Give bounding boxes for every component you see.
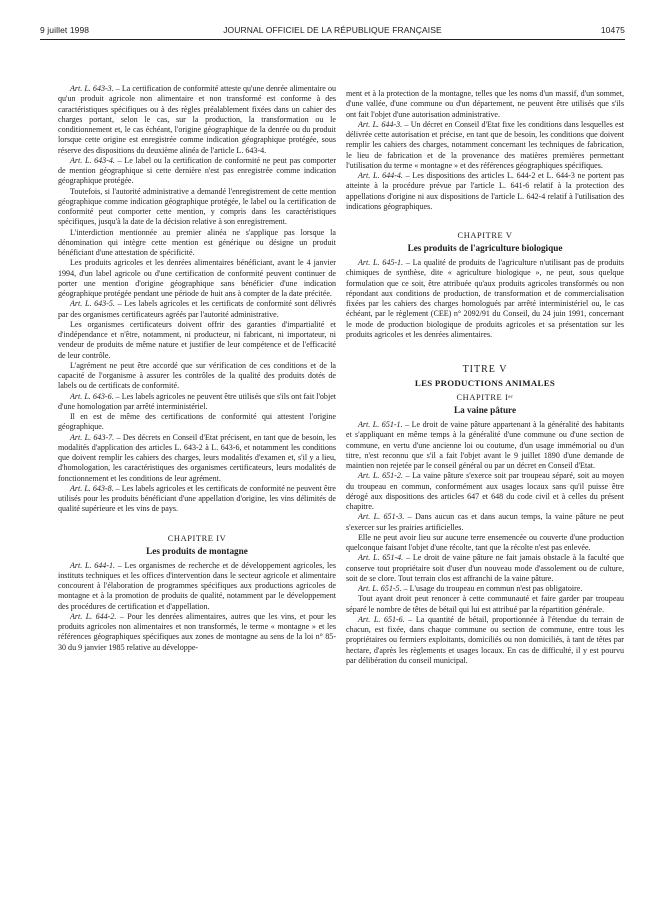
- paragraph: Les produits agricoles et les denrées alimentaires bénéficiant, avant le 4 janvier 1994, d'un label agricole ou d'une certification de conformité peuvent continuer de porter une mention d'origine géographique sans bénéficier d'une indication géographique protégée pendant une période de huit ans à compter de la date précitée.: [58, 258, 336, 298]
- section-heading: Les produits de montagne: [146, 545, 248, 556]
- article-text: – La qualité de produits de l'agriculture n'utilisant pas de produits chimiques de synthèse, dite « agriculture biologique », ne peut, sous quelque formulation que ce soit, être attribuée qu'aux produits agricoles transformés ou non répondant aux conditions de production, de transformation et de commercialisation fixées par les cahiers des charges homologués par arrêté interministériel ou, le cas échéant, par le règlement (CEE) n° 2092/91 du Conseil, du 24 juin 1991, concernant le mode de production biologique de produits agricoles et sa présentation sur les produits agricoles et les denrées alimentaires.: [346, 258, 624, 339]
- article-text: – La certification de conformité atteste qu'une denrée alimentaire ou qu'un produit agricole non alimentaire et non transformé est conforme à des caractéristiques spécifiques ou à des règles préalablement fixées dans un cahier des charges portant, selon le cas, sur la production, la transformation ou le conditionnement et, le cas échéant, l'origine géographique de la denrée ou du produit lorsque cette origine est enregistrée comme indication géographique protégée, sous réserve des dispositions du deuxième alinéa de l'article L. 643-4.: [58, 84, 336, 155]
- article-l643-6: [58, 392, 336, 413]
- article-l643-8: [58, 484, 336, 515]
- article-ref: Art. L. 643-6.: [70, 391, 114, 401]
- article-text: – Les labels agricoles et les certificats de conformité sont délivrés par des organismes certificateurs agréés par l'autorité administrative.: [58, 299, 337, 319]
- article-text: – Des décrets en Conseil d'Etat précisent, en tant que de besoin, les modalités d'application des articles L. 643-2 à L. 643-6, et notamment les conditions que doivent remplir les cahiers des charges, leurs modalités d'examen et, s'il y a lieu, d'homologation, les caractéristiques des organismes certificateurs, leurs modalités de fonctionnement et les conditions de leur agrément.: [58, 432, 337, 483]
- article-l644-3: [346, 120, 624, 171]
- article-ref: Art. L. 644-2.: [70, 611, 117, 621]
- paragraph: Il en est de même des certifications de conformité qui attestent l'origine géographique.: [58, 412, 336, 432]
- article-text: – Les organismes de recherche et de développement agricoles, les instituts techniques et les offices d'intervention dans le secteur agricole et alimentaire concourent à l'élaboration de programmes spécifiques aux productions agricoles de montagne et à la promotion de produits de qualité, notamment par le développement des procédures de certification et d'appellation.: [58, 560, 336, 611]
- article-l651-3: [346, 512, 624, 533]
- article-text: – Les labels agricoles et les certificats de conformité ne peuvent être utilisés pour les produits bénéficiant d'une appellation d'origine, les vins délimités de qualité supérieure et les vins de pays.: [58, 483, 336, 514]
- paragraph: Les organismes certificateurs doivent offrir des garanties d'impartialité et d'indépendance et n'être, notamment, ni producteur, ni fabricant, ni importateur, ni vendeur de produits de même nature et justifier de leur compétence et de l'efficacité de leur contrôle.: [58, 319, 336, 360]
- article-text: – Pour les denrées alimentaires, autres que les vins, et pour les produits agricoles non alimentaires et non transformés, le terme « montagne » et les références géographiques spécifiques aux zones de montagne au sens de la loi n° 85-30 du 9 janvier 1985 relative au développe-: [58, 611, 337, 652]
- paragraph: L'agrément ne peut être accordé que sur vérification de ces conditions et de la capacité de l'organisme à assurer les contrôles de la qualité des produits dotés de labels ou de certificats de conformité.: [58, 360, 336, 391]
- article-l643-4: [58, 156, 336, 187]
- section-heading: La vaine pâture: [453, 405, 517, 415]
- article-ref: Art. L. 644-4.: [358, 171, 403, 180]
- title-heading: TITRE V: [462, 364, 508, 375]
- article-ref: Art. L. 651-6.: [358, 614, 405, 624]
- article-text: – Le droit de vaine pâture ne fait jamais obstacle à la faculté que conserve tout propriétaire soit d'user d'un nouveau mode d'assolement ou de culture, soit de se clore. Tout terrain clos est affranchi de la vaine pâture.: [346, 553, 625, 583]
- paragraph: Elle ne peut avoir lieu sur aucune terre ensemencée ou couverte d'une production quelconque faisant l'objet d'une récolte, tant que la récolte n'est pas enlevée.: [346, 532, 624, 552]
- article-text: – La quantité de bétail, proportionnée à l'étendue du terrain de chacun, est fixée, dans chaque commune ou section de commune, entre tous les propriétaires ou fermiers exploitants, domiciliés ou non domiciliés, à tant de têtes par hectare, d'après les règlements et usages locaux. En cas de difficulté, il y est pourvu par délibération du conseil municipal.: [346, 614, 624, 665]
- chapter-heading: CHAPITRE IV: [167, 533, 227, 543]
- article-ref: Art. L. 643-7.: [70, 432, 115, 442]
- article-l644-2: [58, 612, 336, 653]
- article-text: – Le label ou la certification de conformité ne peut pas comporter de mention géographique si cette dernière n'est pas enregistrée comme indication géographique protégée.: [58, 155, 337, 186]
- article-text: – Dans aucun cas et dans aucun temps, la vaine pâture ne peut s'exercer sur les prairies artificielles.: [346, 512, 624, 532]
- article-l643-3: [58, 84, 336, 156]
- header-journal-title: JOURNAL OFFICIEL DE LA RÉPUBLIQUE FRANÇAISE: [223, 25, 442, 35]
- left-column: [58, 84, 336, 653]
- chapter-heading: CHAPITRE Iᵉʳ: [456, 393, 514, 402]
- chapter-heading: CHAPITRE V: [457, 231, 513, 240]
- paragraph: L'interdiction mentionnée au premier alinéa ne s'applique pas lorsque la dénomination qui intègre cette mention est générique ou désigne un produit bénéficiant d'une attestation de spécificité.: [58, 227, 336, 257]
- article-ref: Art. L. 651-5.: [358, 584, 402, 593]
- article-ref: Art. L. 645-1.: [358, 258, 404, 267]
- title-name: LES PRODUCTIONS ANIMALES: [414, 378, 556, 388]
- article-text: – Un décret en Conseil d'Etat fixe les conditions dans lesquelles est délivrée cette autorisation et précise, en tant que de besoin, les conditions que doivent remplir les cahiers des charges, notamment concernant les techniques de fabrication, le lieu de fabrication et de la provenance des matières premières permettant l'utilisation du terme « montagne » et des références géographiques spécifiques.: [346, 119, 624, 170]
- article-ref: Art. L. 651-1.: [358, 420, 403, 429]
- article-ref: Art. L. 643-4.: [70, 155, 115, 165]
- article-l651-2: [346, 471, 624, 512]
- article-text: – Les dispositions des articles L. 644-2 et L. 644-3 ne portent pas atteinte à la procédure prévue par l'article L. 641-6 relatif à la protection des appellations d'origine ni aux dispositions de l'article L. 642-4 relatif à l'utilisation des indications géographiques.: [346, 171, 625, 211]
- header-page-number: 10475: [600, 25, 625, 35]
- article-text: – Le droit de vaine pâture appartenant à la généralité des habitants et s'appliquant en même temps à la généralité d'une commune ou d'une section de commune, en vertu d'une ancienne loi ou coutume, d'un usage immémorial ou d'un titre, n'est reconnu que s'il a fait l'objet avant le 9 juillet 1890 d'une demande de maintien non rejetée par le conseil général ou par un décret en Conseil d'Etat.: [346, 420, 624, 470]
- paragraph: Tout ayant droit peut renoncer à cette communauté et faire garder par troupeau séparé le nombre de têtes de bétail qui lui est attribué par la répartition générale.: [346, 594, 624, 614]
- article-l644-4: [346, 171, 624, 212]
- article-ref: Art. L. 643-5.: [70, 299, 115, 309]
- header-rule: [40, 39, 625, 40]
- paragraph: Toutefois, si l'autorité administrative a demandé l'enregistrement de cette mention géographique comme indication géographique protégée, le label ou la certification de conformité peut comporter cette mention, y compris dans les caractéristiques spécifiques, jusqu'à la date de la décision relative à son enregistrement.: [58, 186, 336, 227]
- page-header: [40, 24, 625, 38]
- article-ref: Art. L. 644-3.: [358, 119, 403, 129]
- article-ref: Art. L. 644-1.: [70, 560, 116, 570]
- article-ref: Art. L. 651-3.: [358, 512, 405, 522]
- article-l651-4: [346, 553, 624, 584]
- article-text: – La vaine pâture s'exerce soit par troupeau séparé, soit au moyen du troupeau en commun, conformément aux usages locaux sans qu'il puisse être dérogé aux dispositions des articles 647 et 648 du code civil et à celles du présent chapitre.: [346, 471, 624, 511]
- article-l651-5: [346, 584, 624, 594]
- article-l651-6: [346, 615, 624, 666]
- paragraph-continued: ment et à la protection de la montagne, telles que les noms d'un massif, d'un sommet, d'une vallée, d'une commune ou d'un département, ne peuvent être utilisés que s'ils ont fait l'objet d'une autorisation administrative.: [346, 89, 624, 119]
- article-l645-1: [346, 258, 624, 340]
- right-column: [346, 89, 624, 666]
- article-text: – Les labels agricoles ne peuvent être utilisés que s'ils ont fait l'objet d'une homologation par arrêté interministériel.: [58, 391, 337, 411]
- article-text: – L'usage du troupeau en commun n'est pas obligatoire.: [401, 584, 583, 593]
- article-ref: Art. L. 651-4.: [358, 553, 404, 563]
- article-l651-1: [346, 420, 624, 471]
- article-ref: Art. L. 651-2.: [358, 471, 403, 481]
- article-l643-5: [58, 299, 336, 320]
- article-l644-1: [58, 561, 336, 612]
- header-date: 9 juillet 1998: [40, 25, 90, 35]
- article-ref: Art. L. 643-8.: [70, 483, 114, 493]
- article-ref: Art. L. 643-3.: [70, 84, 114, 93]
- section-heading: Les produits de l'agriculture biologique: [407, 243, 563, 253]
- article-l643-7: [58, 433, 336, 484]
